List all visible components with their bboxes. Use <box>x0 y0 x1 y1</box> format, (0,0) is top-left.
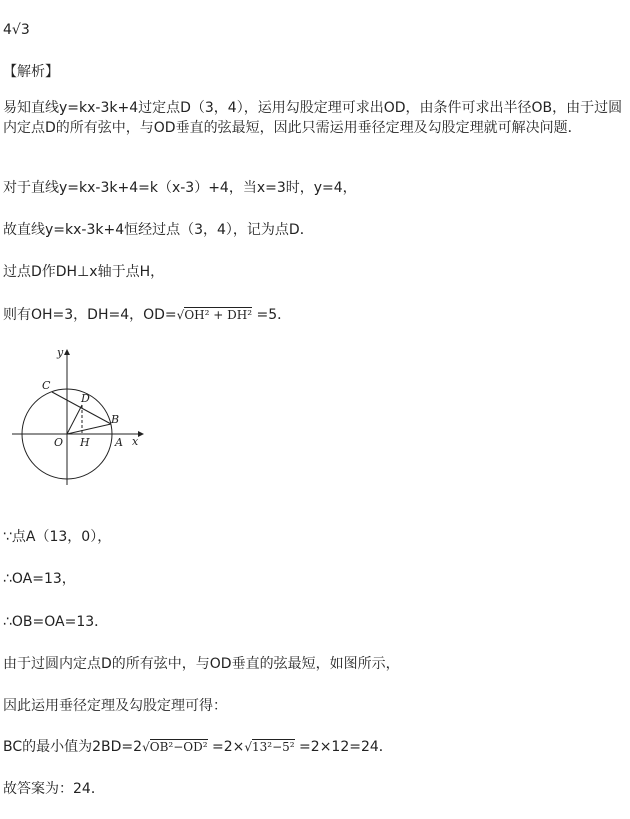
radicand-numeric: 13²−5² <box>252 740 295 754</box>
sqrt-sign: √ <box>176 308 185 322</box>
analysis-header: 【解析】 <box>3 64 59 80</box>
step-line-8: ∴OB=OA=13． <box>3 614 109 630</box>
label-x: x <box>132 435 139 448</box>
step-line-5-suffix: =5． <box>252 307 292 323</box>
step-line-6: ∵点A（13，0）， <box>3 529 112 545</box>
step-line-11-suffix: =2×12=24． <box>294 739 393 755</box>
x-axis-arrow <box>138 431 144 437</box>
step-line-11 <box>3 737 393 757</box>
final-answer: 故答案为：24． <box>3 781 105 797</box>
label-y: y <box>57 346 64 359</box>
label-b: B <box>111 413 120 426</box>
step-line-11-middle: =2× <box>207 739 245 755</box>
label-a: A <box>115 436 123 449</box>
sqrt-sign: √ <box>142 740 150 754</box>
radicand-bd: OB²−OD² <box>149 740 208 754</box>
top-answer: 4√3 <box>3 22 30 38</box>
label-c: C <box>42 379 51 392</box>
segment-ob <box>67 424 111 434</box>
geometry-figure <box>12 345 152 485</box>
step-line-11-prefix: BC的最小值为2BD=2 <box>3 739 143 755</box>
step-line-4: 过点D作DH⊥x轴于点H， <box>3 264 165 280</box>
segment-od <box>67 405 82 434</box>
label-d: D <box>81 392 90 405</box>
analysis-paragraph: 易知直线y=kx-3k+4过定点D（3，4），运用勾股定理可求出OD，由条件可求出半径OB，由于过圆内定点D的所有弦中，与OD垂直的弦最短，因此只需运用垂径定理及勾股定理就可解决问题． <box>3 100 623 136</box>
step-line-3: 故直线y=kx-3k+4恒经过点（3，4），记为点D． <box>3 222 314 238</box>
y-axis-arrow <box>64 349 70 355</box>
label-h: H <box>80 436 90 449</box>
radicand-od: OH² + DH² <box>184 308 253 322</box>
step-line-5-prefix: 则有OH=3，DH=4，OD= <box>3 307 177 323</box>
step-line-10: 因此运用垂径定理及勾股定理可得： <box>3 698 227 714</box>
step-line-7: ∴OA=13， <box>3 571 76 587</box>
step-line-5 <box>3 305 291 325</box>
step-line-2: 对于直线y=kx-3k+4=k（x-3）+4，当x=3时，y=4， <box>3 180 357 196</box>
step-line-9: 由于过圆内定点D的所有弦中，与OD垂直的弦最短，如图所示， <box>3 656 400 672</box>
sqrt-sign: √ <box>244 740 253 754</box>
label-o: O <box>54 436 64 449</box>
